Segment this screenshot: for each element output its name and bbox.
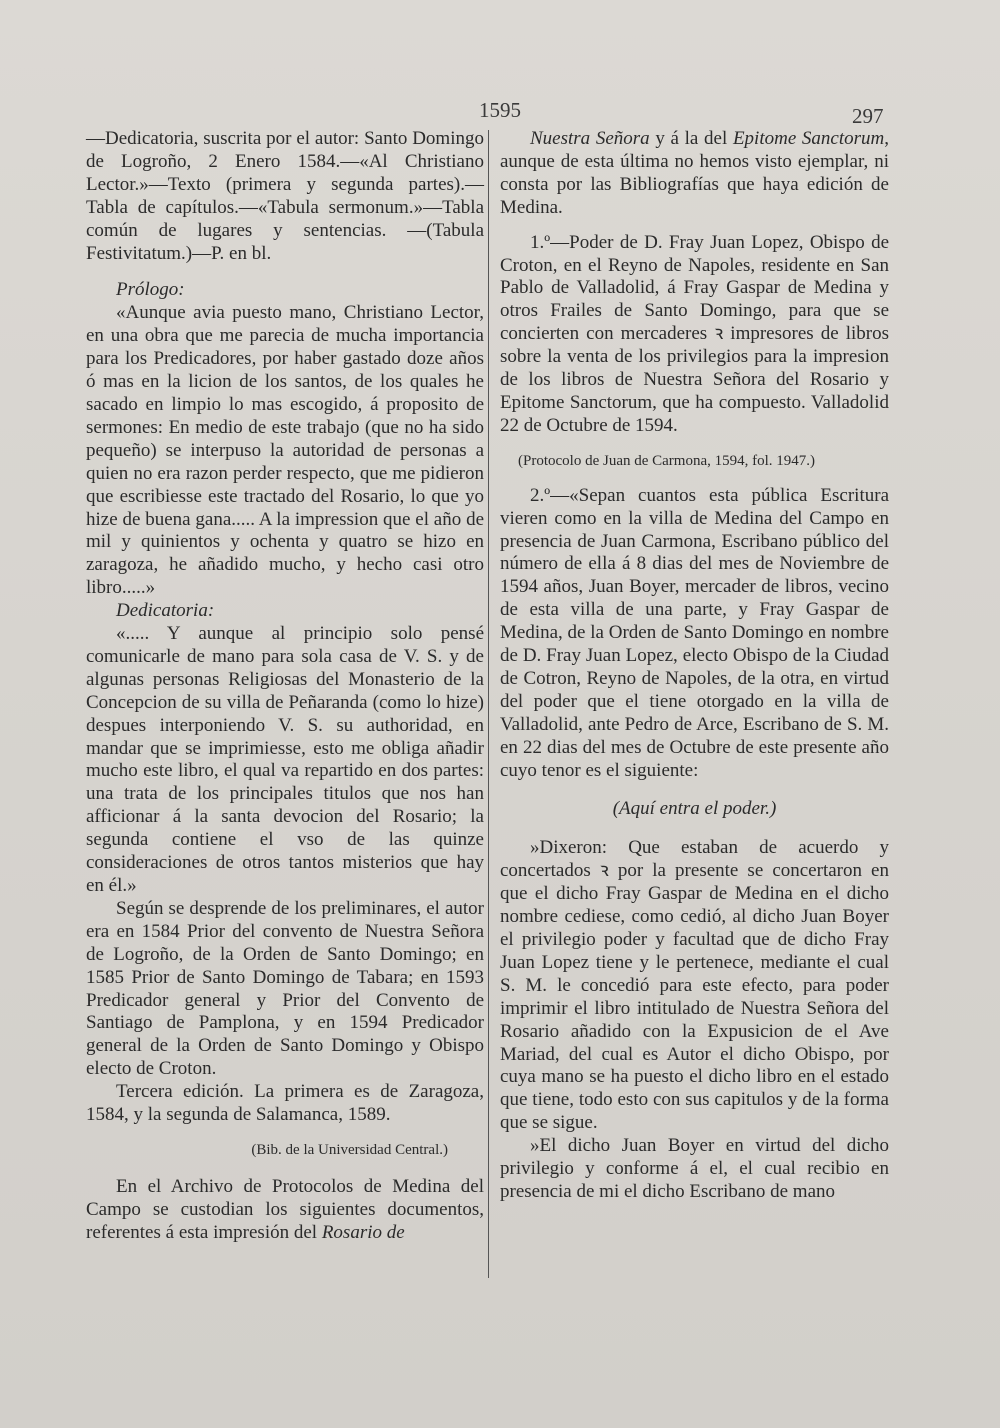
library-citation: (Bib. de la Universidad Central.) [251,1141,448,1158]
archive-text: En el Archivo de Protocolos de Medina del Campo se custodian los siguientes documentos, referentes á esta impresión del [86,1175,484,1243]
author-paragraph: Según se desprende de los preliminares, el autor era en 1584 Prior del convento de Nuestra Señora de Logroño, de la Orden de Santo Domingo; en 1585 Prior de Santo Domingo de Tabara; en 1593 Predicador general y Prior del Convento de Santiago de Pamplona, y en 1594 Predicador general de la Orden de Santo Domingo y Obispo electo de Croton. [86,897,484,1080]
protocol-citation: (Protocolo de Juan de Carmona, 1594, fol. 1947.) [518,452,816,469]
edition-paragraph: Tercera edición. La primera es de Zaragoza, 1584, y la segunda de Salamanca, 1589. [86,1081,484,1126]
archive-title-italic: Rosario de [321,1221,405,1243]
continued-text-mid: y á la del [649,128,733,149]
document-1-paragraph: 1.º—Poder de D. Fray Juan Lopez, Obispo de Croton, en el Reyno de Napoles, residente en San Pablo de Valladolid, á Fray Gaspar de Medina y otros Frailes de Santo Domingo, para que se concierten con mercaderes ꝛ impresores de libros sobre la venta de los privilegios para la impresion de los libros de Nuestra Señora del Rosario y Epitome Sanctorum, que ha compuesto. Valladolid 22 de Octubre de 1594. [500,231,889,436]
prologo-paragraph: «Aunque avia puesto mano, Christiano Lector, en una obra que me parecia de mucha importancia para los Predicadores, por haber gastado doze años ó mas en la licion de los santos, de los quales he sacado en limpio lo mas escogido, á proposito de sermones: En medio de este trabajo (que no ha sido pequeño) se interpuso la autoridad de personas a quien no era razon perder respecto, que me pidieron que escribiesse este tractado del Rosario, lo que yo hize de buena gana..... A la impression que el año de mil y quinientos y ochenta y quatro se hizo en zaragoza, he añadido mucho, y hecho casi otro libro.....» [86,302,484,599]
right-column [500,128,889,1204]
aqui-entra-note: (Aquí entra el poder.) [612,798,777,820]
title-rosario-italic: Nuestra Señora [530,128,650,149]
dedicatoria-paragraph: «..... Y aunque al principio solo pensé comunicarle de mano para sola casa de V. S. y de algunas personas Religiosas del Monasterio de la Concepcion de su villa de Peñaranda (como lo hize) despues interponiendo V. S. su authoridad, en mandar que se imprimiesse, esto me obliga añadir mucho este libro, el qual va repartido en dos partes: una trata de los principales titulos que nos han afficionar á la santa devocion del Rosario; la segunda contiene el vso de las quinze consideraciones de otros tantos misterios que hay en él.» [86,623,484,896]
continued-paragraph [500,128,889,220]
left-column [86,128,484,1245]
title-epitome-italic: Epitome Sanctorum [732,128,885,149]
continued-text-rest: , aunque de esta última no hemos visto ejemplar, ni consta por las Bibliografías que haya edición de Medina. [500,128,890,218]
dedicatoria-heading: Dedicatoria: [116,600,215,622]
prologo-heading: Prólogo: [116,279,185,301]
description-paragraph: —Dedicatoria, suscrita por el autor: Santo Domingo de Logroño, 2 Enero 1584.—«Al Christiano Lector.»—Texto (primera y segunda partes).—Tabla de capítulos.—«Tabula sermonum.»—Tabla común de lugares y sentencias. —(Tabula Festivitatum.)—P. en bl. [86,128,484,264]
archive-paragraph [86,1176,484,1245]
document-2-paragraph: 2.º—«Sepan cuantos esta pública Escritura vieren como en la villa de Medina del Campo en presencia de Juan Carmona, Escribano público del número de ella á 8 dias del mes de Noviembre de 1594 años, Juan Boyer, mercader de libros, vecino de esta villa de una parte, y Fray Gaspar de Medina, de la Orden de Santo Domingo en nombre de D. Fray Juan Lopez, electo Obispo de la Ciudad de Cotron, Reyno de Napoles, de la otra, en virtud del poder que el tiene otorgado en la villa de Valladolid, ante Pedro de Arce, Escribano de S. M. en 22 dias del mes de Octubre de este presente año cuyo tenor es el siguiente: [500,484,889,781]
boyer-paragraph: »El dicho Juan Boyer en virtud del dicho privilegio y conforme á el, el cual recibio en presencia de mi el dicho Escribano de mano [500,1135,889,1202]
year-heading: 1595 [479,98,521,122]
column-divider [488,130,489,1278]
page-number: 297 [852,104,884,128]
dixeron-paragraph: »Dixeron: Que estaban de acuerdo y concertados ꝛ por la presente se concertaron en que el dicho Fray Gaspar de Medina en el dicho nombre cediese, como cedió, al dicho Juan Boyer el privilegio poder y facultad que de dicho Fray Juan Lopez tiene y le pertenece, mediante el cual S. M. le concedió para este efecto, para poder imprimir el libro intitulado de Nuestra Señora del Rosario añadido con la Expusicion de el Ave Mariad, del cual es Autor el dicho Obispo, por cuya mano se ha puesto el dicho libro en el estado que tiene, todo esto con sus capitulos y de la forma que se sigue. [500,837,889,1134]
